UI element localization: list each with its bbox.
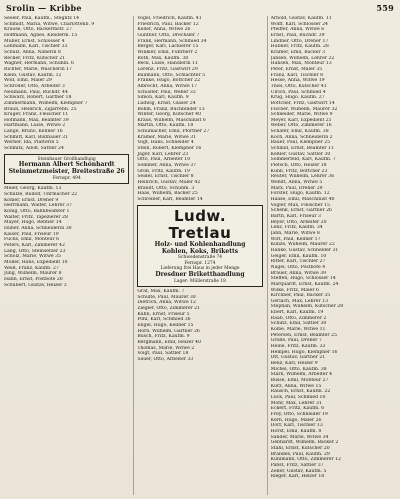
directory-entry: Wendt, Anna, Witwe 5 [270,180,323,186]
directory-entry: Heine, Fritz, Kaufm. 33 [270,344,326,350]
directory-entry: König, Otto, Bahnbeamter 1 [4,208,70,214]
directory-entry: Sommer, Anna, Witwe 37 [137,163,197,169]
directory-entry: Weiß, Franz, Kaufm. 27 [4,265,59,271]
directory-entry: Wilke, Fritz, Maler 6 [270,287,319,293]
directory-entry: Hahn, Ernst, Postbote 20 [4,276,63,282]
directory-entry: Schäfer, Emil, Kaufm. 38 [270,129,329,135]
column-3-entries [271,16,396,480]
directory-entry: Frey, Otto, Schneider 19 [270,411,328,417]
directory-entry: Köhler, Ernst, Dreher 9 [4,197,59,203]
directory-entry: Müller, Ernst, Schlosser 4 [4,38,65,44]
directory-entry: Ebert, Karl, Kaufm. 19 [270,310,324,316]
directory-entry: Hanke, Gustav, Schneider 31 [270,247,339,253]
directory-entry: Schütz, Emil, Sattler 30 [270,321,327,327]
directory-entry: Martin, Otto, Kaufm. 18 [137,123,194,129]
directory-entry: Werner, Ida, Plätterin 5 [4,140,59,146]
ad-line-1: Holz- und Kohlenhandlung [154,240,246,248]
directory-entry: Busch, Fritz, Kaufm. 9 [137,334,190,340]
directory-entry: Hübner, Fritz, Kaufm. 28 [270,44,329,50]
directory-entry: Schröder, Otto, Arbeiter 3 [4,83,65,89]
directory-entry: Dörr, Karl, Tischler 13 [270,423,323,429]
directory-entry: Franz, Karl, Tischler 8 [270,72,324,78]
directory-entry: Ritter, Karl, Tischler 27 [270,259,326,265]
directory-entry: Schwarz, Robert, Gärtner 18 [4,95,72,101]
directory-entry: Peters, Karl, Zimmerer 42 [4,242,65,248]
directory-entry: Engel, Hugo, Kellner 15 [137,322,194,328]
directory-entry: Ziegler, Otto, Zimmerer 21 [137,305,201,311]
directory-entry: Möller, Hans, Expedient 10 [4,259,68,265]
directory-entry: Schmitz, Adolf, Sattler 24 [4,146,64,152]
directory-entry: Stark, Wilhelm, Arbeiter 4 [270,372,333,378]
page-number: 559 [376,3,394,13]
directory-entry: Arnold, Gustav, Kaufm. 11 [270,16,332,21]
directory-entry: Schmitt, Karl, Bildhauer 31 [4,134,69,140]
directory-entry: Michel, Otto, Kaufm. 38 [270,366,327,372]
directory-entry: Seeler, Paul, Kaufm., Steglitz 14 [4,16,80,21]
directory-entry: Pohl, Karl, Schmied 36 [137,317,191,323]
directory-entry: Schubert, Gustav, Heizer 3 [4,282,67,288]
directory-entry: Kern, Hugo, Maler 26 [270,417,322,423]
directory-entry: Thiel, Otto, Kutscher 41 [270,83,327,89]
directory-entry: Gebhardt, Wilhelm, Bäcker 2 [270,440,339,446]
directory-entry: Simon, Karl, Kaufm. 9 [137,95,189,101]
directory-entry: Meyer, Karl, Expedient 21 [270,117,332,123]
directory-entry: Jäger, Karl, Lehrer 23 [137,151,189,157]
directory-entry: Kühn, Fritz, Böttcher 23 [270,168,328,174]
directory-entry: Dietrich, Anna, Witwe 12 [137,300,196,306]
directory-entry: Jahn, Marie, Witwe 8 [270,230,320,236]
directory-entry: Marquardt, Ernst, Kaufm. 24 [270,281,339,287]
directory-entry: Wolf, Emil, Maler 29 [4,78,52,84]
directory-entry: Pfeiffer, Anna, Witwe 6 [270,27,325,33]
directory-entry: Bergmann, Emil, Heizer 40 [137,339,201,345]
directory-entry: Raab, Otto, Zimmerer 2 [270,315,327,321]
directory-entry: Pietsch, Otto, Heizer 18 [270,163,327,169]
directory-entry: Weber, Otto, Zimmerer 16 [270,123,332,129]
directory-entry: Beyer, Otto, Arbeiter 20 [270,219,327,225]
directory-entry: Mohr, Max, Lehrer 31 [270,400,322,406]
directory-entry: Kirchner, Paul, Bäcker 35 [270,293,331,299]
directory-entry: Beck, Luise, Händlerin 11 [137,61,198,67]
page-header [6,2,394,14]
directory-entry: Haas, Wilhelm, Bäcker 25 [137,191,198,197]
directory-entry: Fuchs, Emil, Monteur 6 [4,237,60,243]
directory-entry: Krämer, Marie, Witwe 31 [137,134,197,140]
directory-entry: Reuter, Wilhelm, Lehrer 36 [270,174,335,180]
columns-container [4,16,396,495]
directory-entry: Böhm, Franz, Buchbinder 13 [137,106,205,112]
directory-entry: Baumann, Otto, Schlächter 5 [137,72,206,78]
directory-entry: Schulze, Rudolf, Uhrmacher 22 [4,192,78,197]
directory-entry: Richter, Marie, Wäscherin 17 [4,66,72,72]
directory-entry: Große, Paul, Dreher 7 [270,338,322,344]
directory-entry: Brandes, Paul, Kaufm. 29 [270,451,330,457]
directory-entry: Kolbe, Marie, Witwe 11 [270,327,326,333]
directory-entry: Schreiber, Karl, Beamter 14 [137,197,203,202]
directory-entry: Voigt, Paul, Sattler 18 [137,351,189,357]
directory-entry: Witt, Paul, Kellner 17 [270,236,321,242]
directory-entry: Graf, Max, Kaufm. 7 [137,288,185,294]
directory-entry: Hansen, Max, Monteur 13 [270,61,332,67]
directory-entry: Neumann, Paul, Buchdr. 44 [4,89,68,95]
directory-entry: Horn, Wilhelm, Gärtner 26 [137,328,200,334]
directory-entry: Thomas, Marie, Witwe 2 [137,345,195,351]
directory-entry: Otto, Paul, Arbeiter 10 [137,157,191,163]
directory-entry: Jung, Wilhelm, Maurer 8 [4,271,62,277]
directory-entry: Ernst, Paul, Buchdr. 39 [270,32,325,38]
directory-entry: Barth, Karl, Friseur 3 [270,213,321,219]
directory-entry: Kaiser, Paul, Friseur 19 [4,231,59,237]
column-2-entries-2 [137,289,262,363]
directory-entry: Schulz, Anna, Näherin 8 [4,49,61,55]
directory-entry: Schuster, Paul, Weber 33 [137,89,196,95]
directory-entry: Petersen, Ernst, Beamter 25 [270,332,337,338]
ad-phone: Fernspr. 1274 [184,260,216,266]
directory-entry: Schmid, Ernst, Beamter 11 [270,146,334,152]
directory-entry: Kuhn, Ernst, Friseur 5 [137,311,190,317]
directory-entry: Kunze, Wilhelm, Maurer 22 [270,242,335,248]
directory-entry: Wolff, Karl, Schlosser 24 [270,21,328,27]
directory-entry: Benz, Karl, Heizer 9 [270,361,318,367]
directory-entry: Jansen, Wilhelm, Lehrer 22 [270,55,335,61]
directory-entry: Becker, Fritz, Kutscher 21 [4,55,66,61]
directory-entry: Böttcher, Fritz, Gastwirt 14 [270,100,335,106]
directory-entry: Gerlach, Max, Lehrer 13 [270,298,328,304]
ad-line-2: Kohlen, Koks, Briketts [161,247,239,255]
directory-entry: Hofmann, Max, Beamter 39 [4,117,69,123]
ad-line-3: Schwedenstraße 74 [177,255,223,261]
directory-entry: Stahl, Ernst, Kutscher 20 [270,445,330,451]
header-title: Srolin — Kribbe [6,3,82,13]
directory-entry: Brandt, Otto, Schuhm. 3 [137,185,195,191]
directory-entry: Vogler, Max, Fleischer 15 [270,202,330,208]
directory-entry: Friedrich, Paul, Bäcker 12 [137,21,199,27]
advertisement-stone-mason [4,154,129,185]
directory-entry: Huber, Anna, Schneiderin 30 [4,225,72,231]
directory-entry: Kuhlmann, Otto, Zimmerer 12 [270,457,341,463]
ad-line-2: Steinmetzmeister, Breitestraße 26 [8,168,125,176]
directory-entry: Peter, Ernst, Maler 35 [270,66,323,72]
directory-entry: Winter, Georg, Kutscher 40 [137,112,202,118]
directory-entry: Sommerfeld, Karl, Kaufm. 7 [270,157,336,163]
directory-entry: Walter, Fritz, Tapezierer 28 [4,214,68,220]
directory-entry: Sander, Marie, Witwe 34 [270,434,329,440]
directory-entry: Schumacher, Emil, Pförtner 27 [137,129,210,135]
directory-entry: Kramer, Emil, Bäcker 3 [270,49,326,55]
directory-entry: Albrecht, Anna, Witwe 17 [137,83,198,89]
column-1-entries [4,16,129,152]
directory-entry: Kraus, Wilhelm, Maschinist 6 [137,117,206,123]
directory-entry: Busse, Emil, Monteur 27 [270,378,329,383]
column-2 [133,16,262,495]
directory-entry: Hoffmann, Agnes, Kleiderm. 15 [4,32,78,38]
directory-entry: Bauer, Paul, Klempner 25 [270,140,331,146]
directory-entry: Keller, Anna, Witwe 26 [137,27,191,33]
ad-line-4: Lieferung frei Haus in jeder Menge [160,266,240,272]
directory-entry: Steffen, Hugo, Schlosser 14 [270,276,336,282]
directory-entry: Heinrich, Gustav, Maler 42 [137,180,201,186]
directory-entry: Braun, Heinrich, Zigarrenh. 25 [4,106,77,112]
directory-entry: Krause, Otto, Bäckermstr. 27 [4,27,72,33]
directory-entry: Brauer, Anna, Witwe 39 [270,270,327,276]
directory-entry: Lorenz, Fritz, Gastwirt 29 [137,66,198,72]
directory-entry: Ludwig, Ernst, Glaser 24 [137,100,196,106]
directory-entry: Wagner, Hermann, Schuhm. 6 [4,61,74,67]
ad-name: Ludw. Tretlau [168,206,232,242]
directory-entry: Schulte, Paul, Maurer 30 [137,294,196,300]
directory-entry: Frank, Hermann, Schmied 34 [137,38,207,44]
directory-entry: Hartmann, Luise, Witwe 2 [4,123,66,129]
directory-entry: Geiger, Emil, Kaufm. 10 [270,253,327,259]
ad-phone: Fernspr. 494 [52,175,81,181]
directory-entry: Lenz, Fritz, Kaufm. 34 [270,225,323,231]
directory-entry: Berger, Karl, Lackierer 15 [137,44,199,50]
directory-entry: Lehmann, Karl, Tischler 33 [4,44,68,50]
directory-entry: Pabst, Fritz, Sattler 37 [270,462,324,468]
directory-entry: Stein, Robert, Klempner 16 [137,146,202,152]
directory-entry: Klein, Gustav, Kaufm. 12 [4,72,62,78]
directory-entry: Lück, Paul, Schmied 10 [270,394,326,400]
directory-entry: Haase, Emil, Maschinist 40 [270,197,335,202]
directory-entry: Franke, Hugo, Böttcher 22 [137,78,201,84]
directory-entry: Hesse, Anna, Witwe 19 [270,78,325,84]
directory-entry: Sauer, Otto, Arbeiter 33 [137,356,194,362]
directory-entry: Stephan, Wilhelm, Kutscher 28 [270,304,344,310]
directory-entry: Hempel, Hugo, Klempner 16 [270,349,338,355]
directory-entry: Koch, Anna, Schneiderin 2 [270,134,333,140]
directory-entry: Herrmann, Walter, Lehrer 37 [4,203,72,209]
ad-title: Steinhauer Großhandlung [37,156,96,162]
directory-entry: Eckert, Fritz, Kaufm. 6 [270,406,325,412]
directory-entry: Rieger, Karl, Heizer 18 [270,474,325,480]
directory-entry: Vogel, Friedrich, Kaufm. 41 [137,16,202,21]
directory-entry: Horst, Emil, Kaufm. 8 [270,428,322,434]
column-1 [4,16,129,495]
directory-entry: Lange, Bruno, Kellner 16 [4,129,63,135]
directory-entry: Seidel, Ernst, Tischler 8 [137,174,194,180]
directory-entry: Nagel, Otto, Postbote 4 [270,264,326,270]
advertisement-coal-dealer [137,205,262,287]
directory-entry: Ott, Gustav, Gärtner 21 [270,355,326,361]
directory-entry: Zeller, Gustav, Kaufm. 5 [270,468,327,474]
directory-entry: Mayer, Hugo, Rentier 14 [4,220,62,226]
directory-entry: Lang, Otto, Steinsetzer 23 [4,248,66,254]
directory-entry: Meier, Georg, Kaufm. 13 [4,186,62,192]
column-1-entries-2 [4,186,129,288]
directory-entry: Förster, Hugo, Kaufm. 12 [270,191,330,197]
directory-entry: Marx, Paul, Dreher 29 [270,185,323,191]
directory-entry: Winkler, Emil, Fuhrherr 2 [137,49,198,55]
column-2-entries [137,16,262,203]
directory-entry: Rausch, Ernst, Kaufm. 22 [270,389,331,395]
directory-entry: Lindner, Otto, Dreher 17 [270,38,329,44]
directory-entry: Günther, Otto, Drechsler 7 [137,32,200,38]
directory-entry: Scholz, Marie, Witwe 35 [4,254,61,260]
directory-entry: Zimmermann, Wilhelm, Klempner 7 [4,100,88,106]
directory-entry: Fischer, Wilhelm, Maurer 32 [270,106,338,112]
ad-line-5: Dresdner Briketthandlung [155,270,245,278]
directory-entry: Krug, Hugo, Kaufm. 27 [270,95,325,101]
directory-entry: Schmidt, Maria, Witwe, Charlottenb. 9 [4,21,95,27]
directory-entry: Krüger, Franz, Fleischer 11 [4,112,69,118]
directory-entry: Vogt, Hans, Schneider 4 [137,140,194,146]
directory-entry: Schneider, Marie, Witwe 9 [270,112,333,118]
directory-entry: Kurz, Anna, Witwe 15 [270,383,322,389]
directory-entry: Schenk, Ernst, Gärtner 26 [270,208,332,214]
directory-entry: Groß, Fritz, Kaufm. 19 [137,168,190,174]
ad-line-1: Hermann Albert Schönhardt [18,161,115,169]
directory-entry: Ulrich, Paul, Schmied 4 [270,89,326,95]
directory-entry: Keßler, Gustav, Sattler 30 [270,151,331,157]
ad-line-6: Lager: Müllerstraße 18 [173,278,226,284]
column-3 [267,16,396,495]
directory-entry: Roth, Max, Kaufm. 38 [137,55,189,61]
